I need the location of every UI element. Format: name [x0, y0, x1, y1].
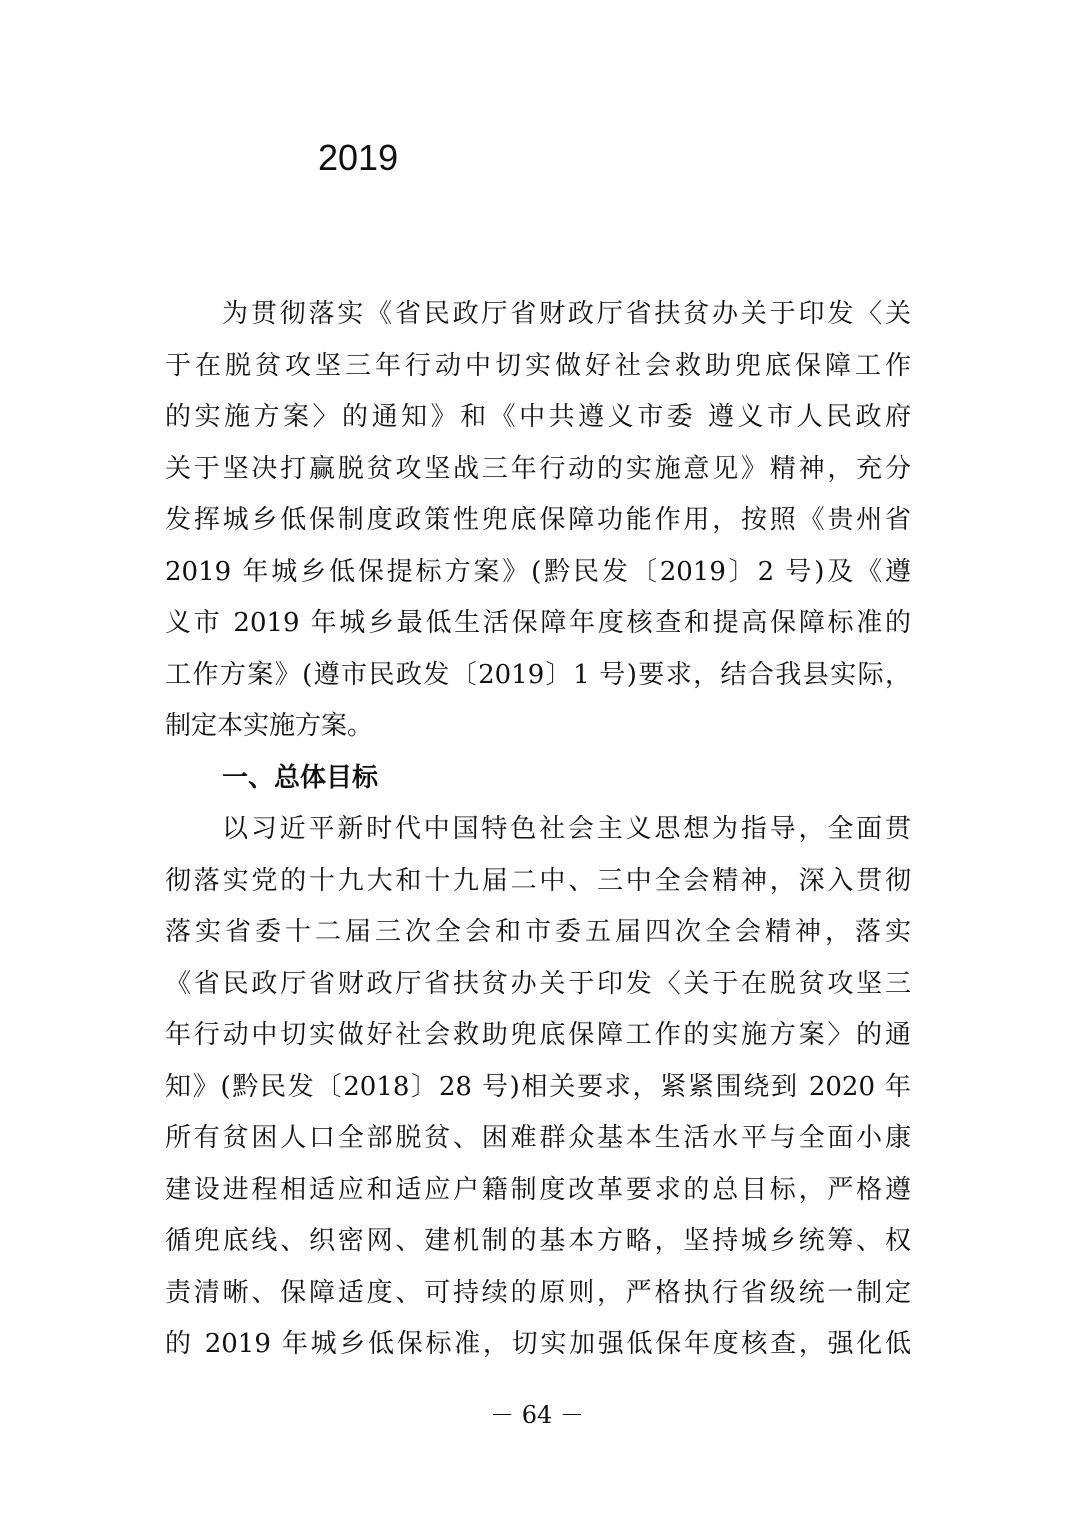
paragraph-2-line-7: 所有贫困人口全部脱贫、困难群众基本生活水平与全面小康 [165, 1123, 911, 1153]
paragraph-1-line-1: 为贯彻落实《省民政厅省财政厅省扶贫办关于印发〈关 [222, 299, 911, 329]
paragraph-1-line-5: 发挥城乡低保制度政策性兜底保障功能作用，按照《贵州省 [165, 505, 911, 535]
paragraph-2-line-1: 以习近平新时代中国特色社会主义思想为指导，全面贯 [222, 814, 911, 844]
paragraph-2-line-5: 年行动中切实做好社会救助兜底保障工作的实施方案〉的通 [165, 1020, 911, 1050]
section-1-heading: 一、总体目标 [222, 762, 379, 793]
paragraph-1-line-7: 义市 2019 年城乡最低生活保障年度核查和提高保障标准的 [165, 608, 911, 638]
document-title: 2019 [318, 137, 399, 178]
paragraph-1-line-4: 关于坚决打赢脱贫攻坚战三年行动的实施意见》精神，充分 [165, 453, 911, 484]
paragraph-2-line-8: 建设进程相适应和适应户籍制度改革要求的总目标，严格遵 [165, 1174, 911, 1205]
paragraph-2-line-3: 落实省委十二届三次全会和市委五届四次全会精神，落实 [165, 917, 911, 947]
paragraph-1-line-9: 制定本实施方案。 [165, 711, 374, 741]
page-number: － 64 － [490, 1401, 584, 1429]
paragraph-2-line-10: 责清晰、保障适度、可持续的原则，严格执行省级统一制定 [165, 1277, 911, 1308]
paragraph-1-line-6: 2019 年城乡低保提标方案》(黔民发〔2019〕2 号)及《遵 [165, 556, 911, 587]
paragraph-2-line-11: 的 2019 年城乡低保标准，切实加强低保年度核查，强化低 [165, 1329, 911, 1359]
paragraph-2-line-6: 知》(黔民发〔2018〕28 号)相关要求，紧紧围绕到 2020 年 [165, 1071, 911, 1102]
paragraph-2-line-2: 彻落实党的十九大和十九届二中、三中全会精神，深入贯彻 [165, 865, 911, 896]
paragraph-1-line-3: 的实施方案〉的通知》和《中共遵义市委 遵义市人民政府 [165, 402, 911, 432]
document-body [165, 294, 911, 1376]
paragraph-1-line-2: 于在脱贫攻坚三年行动中切实做好社会救助兜底保障工作 [165, 350, 911, 381]
paragraph-2-line-9: 循兜底线、织密网、建机制的基本方略，坚持城乡统筹、权 [165, 1226, 911, 1256]
paragraph-2-line-4: 《省民政厅省财政厅省扶贫办关于印发〈关于在脱贫攻坚三 [165, 968, 911, 999]
paragraph-1-line-8: 工作方案》(遵市民政发〔2019〕1 号)要求，结合我县实际， [165, 659, 911, 690]
